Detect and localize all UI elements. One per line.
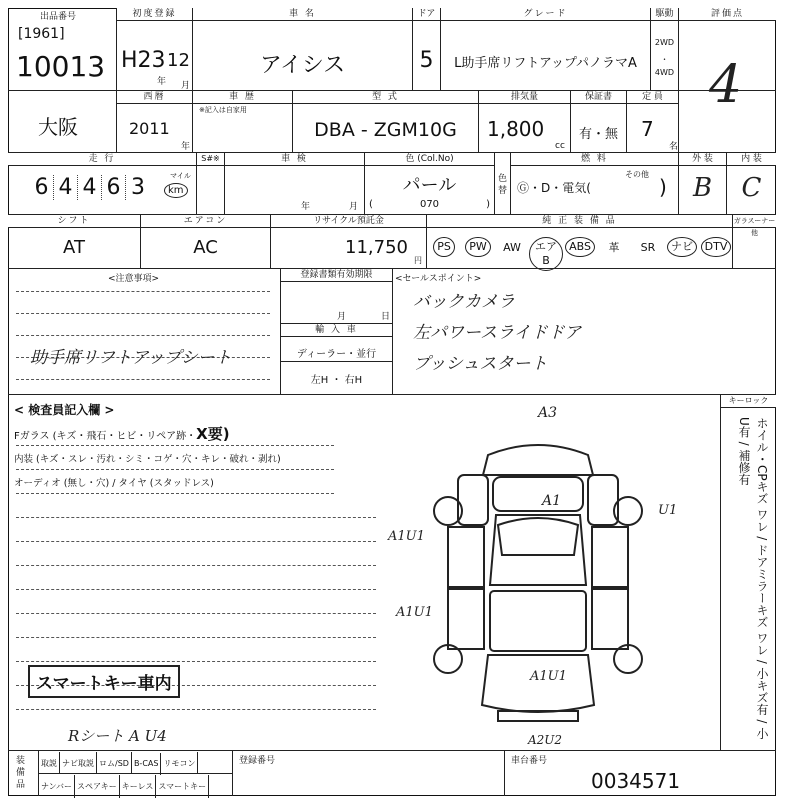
windshield-roof-shape (490, 515, 586, 585)
fuel-value: Ⓖ・D・電気( (517, 181, 591, 195)
shift-label: シフト (8, 215, 140, 228)
row-vehicle (8, 8, 776, 90)
grade-label: グレード (441, 8, 650, 21)
first-reg-era: H23 (121, 48, 166, 73)
mileage-digit: 6 (102, 175, 126, 200)
car-name-value: アイシス (259, 53, 346, 78)
inspection-cell (224, 153, 364, 214)
displacement-value: 1,800 (487, 117, 545, 141)
frame-number-label: 車台番号 (511, 756, 548, 766)
recycle-cell (270, 215, 426, 268)
shift-value: AT (63, 237, 85, 258)
sharp-cell (196, 153, 224, 214)
fuel-other: その他 (625, 170, 649, 179)
row-notes (8, 268, 776, 394)
capacity-label: 定 員 (627, 91, 678, 104)
color-label: 色 (Col.No) (365, 153, 494, 166)
serial-year: [1961] (18, 26, 65, 42)
rating-value: 4 (709, 55, 743, 115)
footer-left-cell (8, 751, 38, 796)
equipment-item: DTV (699, 237, 733, 257)
mark-right-mirror: U1 (658, 503, 678, 518)
row-equipment (8, 214, 776, 268)
reg-number-label: 登録番号 (239, 756, 276, 766)
notes-handwritten: 助手席リフトアップシート (30, 348, 232, 368)
color-change-cell (494, 153, 510, 214)
front-glass-shape (498, 518, 578, 555)
fuel-cell (510, 153, 678, 214)
keylock-label: キーロック (721, 395, 776, 408)
equipment-item: エアB (529, 237, 563, 271)
equipment-item: ナビ (665, 237, 699, 257)
inspection-label: 車 検 (225, 153, 364, 166)
drive-label: 駆動 (651, 8, 678, 21)
smartkey-note: スマートキー車内 (28, 665, 180, 698)
equipment-item: AW (503, 241, 521, 254)
grade-cell (440, 8, 650, 90)
equipment-cell (426, 215, 732, 268)
recycle-unit: 円 (414, 256, 422, 265)
mileage-unit-km: km (164, 183, 188, 198)
drive-4wd: 4WD (654, 68, 675, 77)
footer-item: キーレス (120, 775, 157, 798)
inspection-unit-year: 年 (301, 202, 311, 212)
mileage-label: 走 行 (8, 153, 196, 166)
inspector-line3: オーディオ (無し・穴) / タイヤ (スタッドレス) (14, 478, 214, 489)
sales-points-lines (413, 287, 581, 380)
fglass-mark: X要) (196, 425, 230, 443)
interior-value: C (741, 173, 762, 203)
mileage-digit: 3 (131, 175, 145, 200)
drive-cell: 駆動 2WD ・ 4WD (650, 8, 678, 90)
reg-deadline-day: 日 (381, 312, 391, 322)
region-value: 大阪 (38, 115, 78, 139)
mileage-cell (8, 153, 196, 214)
capacity-value: 7 (641, 117, 654, 141)
first-reg-month: 12 (167, 50, 190, 71)
reg-deadline-label: 登録書類有効期限 (281, 269, 392, 282)
mileage-digit: 4 (54, 175, 78, 200)
sunroof-extra-cell (732, 215, 776, 268)
footer-item: B-CAS (132, 753, 162, 775)
left-rear-door (448, 589, 484, 649)
equipment-label: 純 正 装 備 品 (427, 215, 732, 228)
equipment-item: ABS (563, 237, 597, 257)
car-name-label: 車 名 (193, 8, 412, 21)
exterior-value: B (692, 173, 713, 203)
aircon-value: AC (193, 237, 218, 258)
hood-shape (493, 477, 583, 511)
displacement-label: 排気量 (479, 91, 570, 104)
row-footer (8, 750, 776, 796)
equipment-item: PS (427, 237, 461, 257)
doors-cell (412, 8, 440, 90)
first-reg-unit-year: 年 (157, 77, 167, 87)
warranty-cell (570, 91, 626, 152)
import-value: ディーラー・並行 (296, 349, 377, 360)
interior-label: 内 装 (727, 153, 776, 166)
auction-sheet (8, 8, 792, 796)
aircon-label: エアコン (141, 215, 270, 228)
drive-2wd: 2WD (654, 38, 675, 47)
equipment-item: 革 (608, 241, 620, 254)
shift-cell (8, 215, 140, 268)
fglass-text: Fガラス (キズ・飛石・ヒビ・リペア跡・ (14, 431, 197, 442)
right-front-fender (588, 475, 618, 525)
front-bumper-shape (483, 445, 593, 475)
color-code: 070 (419, 199, 440, 210)
chassis-cell (192, 91, 292, 152)
rating-lower-cell (678, 55, 776, 152)
reg-number-cell (232, 751, 504, 796)
rating-label: 評価点 (679, 8, 776, 21)
mileage-digit: 6 (30, 175, 54, 200)
lot-label: 出品番号 (40, 12, 77, 22)
row-inspector (8, 394, 776, 750)
footer-item: スペアキー (75, 775, 120, 798)
model-year-value: 2011 (129, 119, 170, 138)
displacement-cell (478, 91, 570, 152)
sales-points-cell (392, 269, 776, 394)
recycle-value: 11,750 (345, 237, 408, 258)
footer-items-top (39, 751, 232, 774)
frame-number-cell (504, 751, 776, 796)
import-label: 輸 入 車 (281, 323, 392, 337)
footer-left-label: 装備品 (16, 756, 26, 790)
equipment-item: PW (461, 237, 495, 257)
model-type-cell (292, 91, 478, 152)
aircon-cell (140, 215, 270, 268)
lot-cell (8, 8, 116, 90)
sales-point-line: プッシュスタート (413, 354, 548, 374)
mark-rear: A1U1 (530, 669, 567, 684)
keylock-cell (720, 395, 776, 750)
lot-number: 10013 (16, 50, 106, 83)
chassis-label: 車 歴 (193, 91, 292, 104)
equipment-item: SR (640, 241, 656, 254)
interior-cell (726, 153, 776, 214)
warranty-label: 保証書 (571, 91, 626, 104)
equipment-list (427, 237, 732, 265)
capacity-cell (626, 91, 678, 152)
notes-label: <注意事項> (108, 274, 160, 284)
exterior-label: 外 装 (679, 153, 726, 166)
sharp-label: S#※ (197, 153, 224, 166)
car-name-cell (192, 8, 412, 90)
fuel-close: ) (659, 175, 667, 199)
inspector-line1 (14, 423, 230, 444)
first-reg-label: 初度登録 (117, 8, 192, 21)
mileage-digits (30, 175, 150, 200)
mark-rear-bottom: A2U2 (528, 733, 563, 747)
capacity-unit: 名 (669, 142, 679, 152)
model-year-label: 西暦 (117, 91, 192, 104)
inspector-label: < 検査員記入欄 > (14, 403, 115, 417)
right-front-door (592, 527, 628, 587)
footer-item: ナビ取説 (60, 752, 97, 774)
handle-value: 左H ・ 右H (310, 375, 363, 386)
model-year-cell (116, 91, 192, 152)
left-front-door (448, 527, 484, 587)
model-type-label: 型 式 (293, 91, 478, 104)
color-cell: 色 (Col.No) パール ( 070 ) (364, 153, 494, 214)
mark-left-rear: A1U1 (396, 605, 433, 620)
chassis-note: ※記入は自家用 (199, 106, 247, 114)
region-cell (8, 91, 116, 152)
model-year-unit: 年 (181, 142, 191, 152)
recycle-label: リサイクル預託金 (271, 215, 426, 228)
footer-items-bottom (39, 774, 232, 797)
first-reg-unit-month: 月 (181, 81, 191, 91)
footer-item: リモコン (161, 752, 198, 774)
warranty-value: 有・無 (578, 127, 618, 142)
row-mileage (8, 152, 776, 214)
doors-value: 5 (419, 48, 434, 73)
footer-item: 取説 (39, 752, 60, 774)
reg-deadline-cell (280, 269, 392, 394)
sales-point-line: バックカメラ (413, 292, 515, 312)
inspector-cell (8, 395, 720, 750)
mark-front: A3 (538, 405, 558, 421)
damage-legend: ホイル・CPキズ ワレ / ドアミラーキズ ワレ / 小キズ有 / 小U有 / 補修有 (737, 417, 769, 740)
mark-left-front: A1U1 (388, 529, 425, 544)
frame-number-value: 0034571 (591, 769, 681, 793)
grade-value: L助手席リフトアップパノラマA (454, 56, 637, 71)
mileage-unit-mile: マイル (170, 172, 191, 180)
footer-items-cell (38, 751, 232, 796)
first-reg-cell (116, 8, 192, 90)
sales-points-label: <セールスポイント> (395, 274, 482, 284)
sunroof-extra-label: ガラスーナー他 (733, 217, 776, 237)
inspector-line2: 内装 (キズ・スレ・汚れ・シミ・コゲ・穴・キレ・破れ・剥れ) (14, 454, 281, 465)
footer-item: ロム/SD (97, 752, 132, 774)
car-damage-diagram (418, 415, 658, 735)
left-front-fender (458, 475, 488, 525)
mileage-digit: 4 (78, 175, 102, 200)
rear-roof-shape (490, 591, 586, 651)
right-rear-door (592, 589, 628, 649)
sales-point-line: 左パワースライドドア (413, 323, 582, 343)
color-value: パール (402, 175, 457, 196)
doors-label: ドア (413, 8, 440, 21)
fuel-label: 燃 料 (511, 153, 678, 166)
reg-deadline-month: 月 (337, 312, 347, 322)
notes-cell (8, 269, 280, 394)
mark-hood: A1 (542, 493, 562, 509)
footer-item: ナンバー (39, 775, 75, 798)
exterior-cell (678, 153, 726, 214)
inspection-unit-month: 月 (349, 202, 359, 212)
displacement-unit: cc (555, 141, 565, 151)
color-change-label: 色替 (498, 174, 508, 196)
inspector-bottom-note: Rシート A U4 (68, 727, 167, 745)
footer-item: スマートキー (156, 775, 209, 798)
model-type-value: DBA - ZGM10G (314, 119, 457, 141)
